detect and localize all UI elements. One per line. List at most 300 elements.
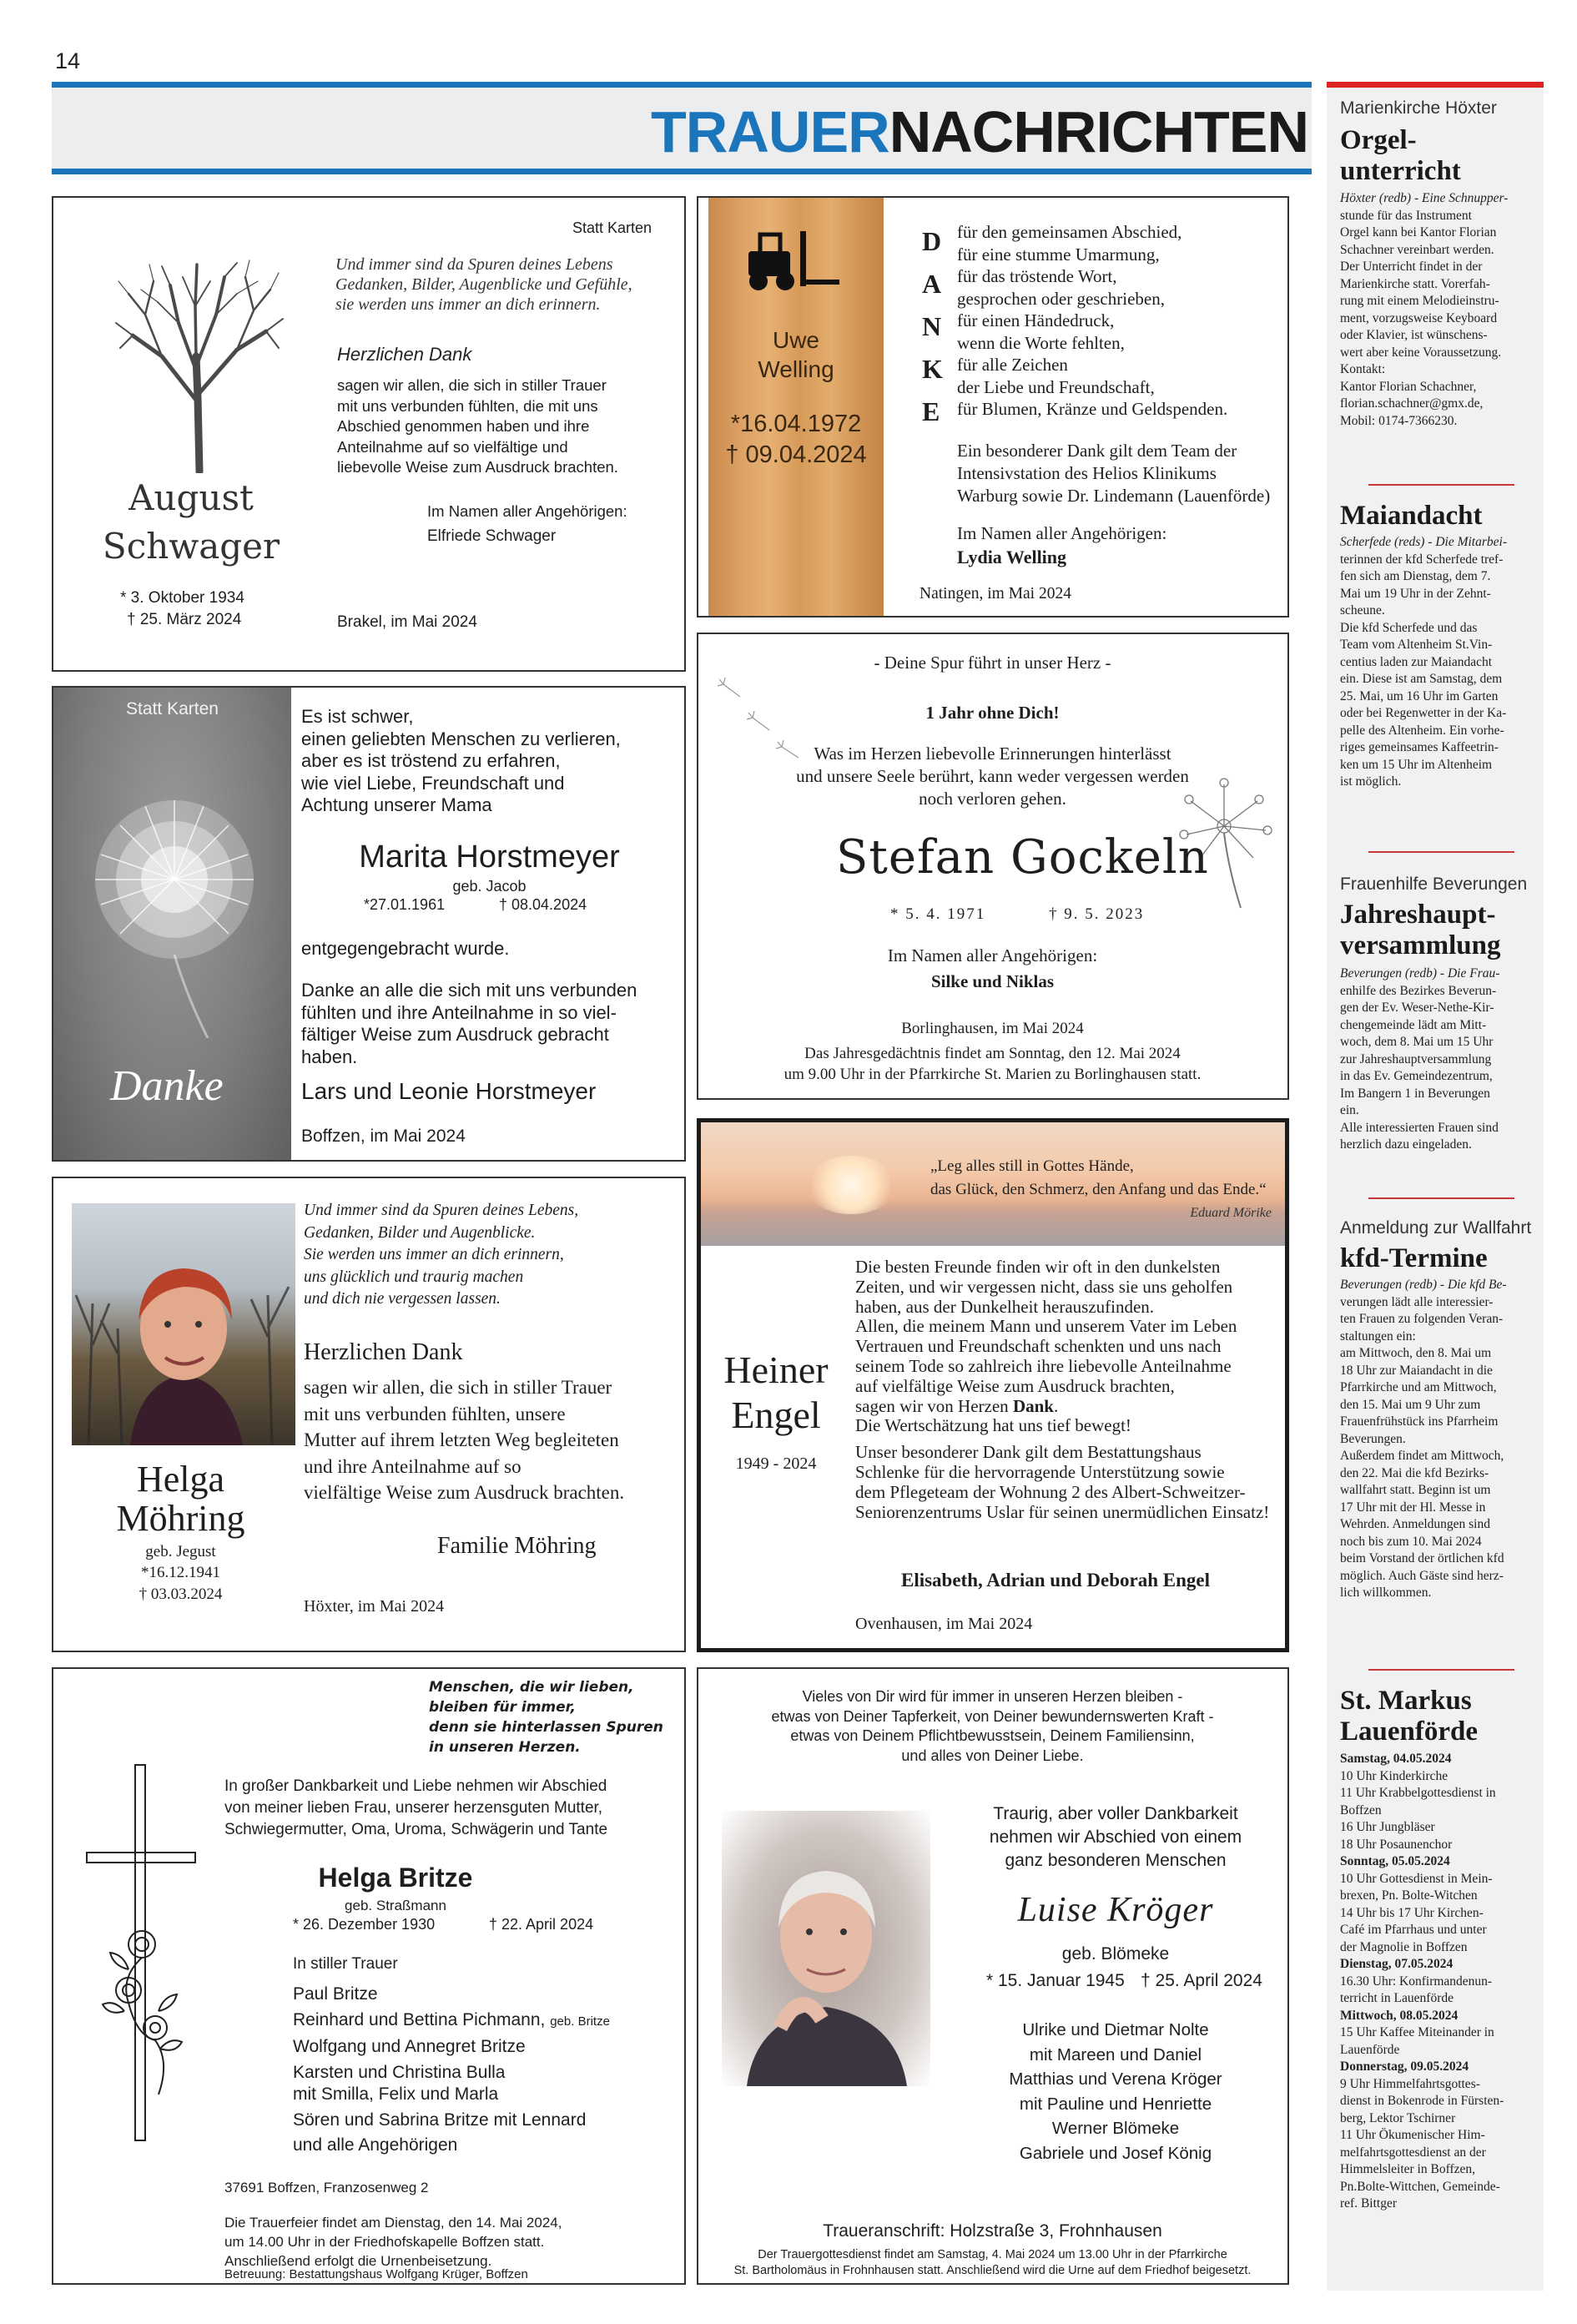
special-thanks-line: Intensivstation des Helios Klinikums xyxy=(957,463,1217,483)
body-line: Kontakt: xyxy=(1340,362,1386,376)
body-line: Der Unterricht findet in der xyxy=(1340,260,1483,274)
body-line: Marienkirche statt. Vorerfah- xyxy=(1340,276,1490,291)
body-line: wert aber keine Voraussetzung. xyxy=(1340,345,1502,360)
acrostic-letter: A xyxy=(922,269,942,299)
thanks-line: mit uns verbunden fühlten, unsere xyxy=(304,1403,566,1424)
kfd-title: kfd-Termine xyxy=(1340,1243,1488,1273)
body-line: ist möglich. xyxy=(1340,774,1402,789)
service-line: um 9.00 Uhr in der Pfarrkirche St. Marien zu Borlinghausen statt. xyxy=(783,1066,1202,1083)
thanks-heading: Herzlichen Dank xyxy=(337,344,472,365)
text-line: Allen, die meinem Mann und unserem Vater im Leben xyxy=(855,1316,1237,1337)
dank-pre: sagen wir von Herzen xyxy=(855,1395,1013,1416)
frauenhilfe-body xyxy=(1340,965,1540,1154)
verse-line: noch verloren gehen. xyxy=(919,789,1066,809)
kfd-kicker: Anmeldung zur Wallfahrt xyxy=(1340,1218,1532,1238)
mourners-heading: In stiller Trauer xyxy=(293,1955,398,1973)
place-date: Höxter, im Mai 2024 xyxy=(304,1597,445,1616)
body-line: Beverungen (redb) - Die kfd Be- xyxy=(1340,1278,1507,1292)
poem xyxy=(335,255,632,315)
poem xyxy=(429,1677,663,1757)
body-line: fen sich am Dienstag, dem 7. xyxy=(1340,569,1491,583)
portrait-photo xyxy=(72,1203,295,1445)
body-line: beim Vorstand der örtlichen kfd xyxy=(1340,1551,1504,1565)
poem-line: sie werden uns immer an dich erinnern. xyxy=(335,295,601,314)
intro-line: Traurig, aber voller Dankbarkeit xyxy=(993,1804,1238,1823)
family-list xyxy=(949,2018,1282,2165)
dandelion-illustration xyxy=(70,788,279,1038)
signer: Familie Möhring xyxy=(437,1533,597,1559)
acrostic-line: für das tröstende Wort, xyxy=(957,266,1117,286)
body-line: oder bei Regenwetter in der Ka- xyxy=(1340,706,1507,720)
verse-line: Vieles von Dir wird für immer in unseren Herzen bleiben - xyxy=(802,1688,1183,1705)
maiden-name: geb. Jegust xyxy=(145,1543,216,1560)
family-line: mit Mareen und Daniel xyxy=(1029,2044,1202,2064)
intro-line: Schwiegermutter, Oma, Uroma, Schwägerin und Tante xyxy=(224,1821,608,1838)
mourner: Sören und Sabrina Britze mit Lennard xyxy=(293,2110,587,2130)
text-line: Die Wertschätzung hat uns tief bewegt! xyxy=(855,1415,1131,1436)
family-line: Matthias und Verena Kröger xyxy=(1009,2069,1222,2089)
maiden-name: geb. Jacob xyxy=(452,878,527,895)
signer: Lydia Welling xyxy=(957,547,1067,567)
wood-first-name: Uwe xyxy=(772,327,819,353)
funeral-line: um 14.00 Uhr in der Friedhofskapelle Boffzen statt. xyxy=(224,2234,545,2250)
acrostic-line: für den gemeinsamen Abschied, xyxy=(957,222,1182,242)
place-date: Brakel, im Mai 2024 xyxy=(337,613,477,631)
orgel-title-1: Orgel- xyxy=(1340,125,1417,155)
body-line: Wehrden. Anmeldungen sind xyxy=(1340,1517,1490,1531)
birth-date: * 3. Oktober 1934 xyxy=(120,589,244,607)
deceased-name: Marita Horstmeyer xyxy=(359,839,620,875)
mourner xyxy=(293,2008,610,2035)
special-thanks xyxy=(957,440,1270,507)
on-behalf-label: Im Namen aller Angehörigen: xyxy=(957,523,1167,543)
maiden-name: geb. Blömeke xyxy=(1061,1944,1170,1964)
body-line: ein. xyxy=(1340,1103,1359,1117)
section-divider xyxy=(1368,851,1514,853)
mourner-name: Reinhard und Bettina Pichmann, xyxy=(293,2009,546,2029)
intro-line: In großer Dankbarkeit und Liebe nehmen wir Abschied xyxy=(224,1777,607,1795)
body-line: Pfarrkirche und am Mittwoch, xyxy=(1340,1380,1497,1394)
address: 37691 Boffzen, Franzosenweg 2 xyxy=(224,2180,429,2195)
life-years: 1949 - 2024 xyxy=(735,1454,817,1473)
deceased-last-name: Möhring xyxy=(116,1498,245,1539)
body-line: Kantor Florian Schachner, xyxy=(1340,379,1477,394)
body-line: in das Ev. Gemeindezentrum, xyxy=(1340,1069,1493,1083)
acrostic-line: für einen Händedruck, xyxy=(957,310,1115,330)
acrostic-line: gesprochen oder geschrieben, xyxy=(957,288,1165,309)
text-line: haben, aus der Dunkelheit herauszufinden. xyxy=(855,1296,1155,1317)
acrostic-letter: D xyxy=(922,226,942,256)
body-line: Beverungen (redb) - Die Frau- xyxy=(1340,966,1500,981)
service-line: Der Trauergottesdienst findet am Samstag, 4. Mai 2024 um 13.00 Uhr in der Pfarrkirche xyxy=(758,2248,1227,2261)
mourner: mit Smilla, Felix und Marla xyxy=(293,2085,499,2104)
on-behalf-label: Im Namen aller Angehörigen: xyxy=(887,945,1098,965)
obituary-uwe-welling xyxy=(697,196,1289,618)
body-line: Orgel kann bei Kantor Florian xyxy=(1340,225,1497,239)
poem-line: Und immer sind da Spuren deines Lebens xyxy=(335,255,613,274)
body-line: chengemeinde lädt am Mitt- xyxy=(1340,1017,1487,1032)
body-line: Frauenfrühstück ins Pfarrheim xyxy=(1340,1414,1499,1429)
memorial-service-info xyxy=(698,1043,1287,1085)
death-date: † 03.03.2024 xyxy=(139,1585,223,1603)
portrait-illustration xyxy=(722,1811,930,2086)
death-date: † 9. 5. 2023 xyxy=(1049,905,1145,923)
text-line: Zeiten, und wir vergessen nicht, dass sie uns geholfen xyxy=(855,1276,1233,1297)
mourning-address: Traueranschrift: Holzstraße 3, Frohnhausen xyxy=(823,2221,1162,2241)
intro-line: wie viel Liebe, Freundschaft und xyxy=(301,772,565,794)
schedule-entry: 16 Uhr Jungbläser xyxy=(1340,1820,1435,1834)
thanks-line: und ihre Anteilnahme auf so xyxy=(304,1455,521,1477)
schedule-entry: Boffzen xyxy=(1340,1802,1382,1817)
text-line: dem Pflegeteam der Wohnung 2 des Albert-Schweitzer- xyxy=(855,1481,1246,1502)
place-date: Borlinghausen, im Mai 2024 xyxy=(901,1020,1084,1037)
body-line: wallfahrt statt. Beginn ist um xyxy=(1340,1483,1491,1497)
signer: Silke und Niklas xyxy=(930,971,1055,991)
verse-line: und alles von Deiner Liebe. xyxy=(901,1747,1084,1764)
section-title-part-a: TRAUER xyxy=(651,99,889,164)
obituary-helga-moehring xyxy=(52,1177,686,1652)
family-line: Gabriele und Josef König xyxy=(1019,2143,1212,2163)
maiandacht-title: Maiandacht xyxy=(1340,501,1483,531)
deceased-first-name: August xyxy=(128,477,254,518)
intro-text xyxy=(301,706,621,817)
body-line: herzlich dazu eingeladen. xyxy=(1340,1137,1472,1152)
family-line: Werner Blömeke xyxy=(1051,2119,1180,2138)
body-line: riges gemeinsames Kaffeetrin- xyxy=(1340,740,1499,754)
text-line xyxy=(855,1397,1269,1417)
signer: Elisabeth, Adrian und Deborah Engel xyxy=(900,1570,1210,1591)
markus-title-1: St. Markus xyxy=(1340,1686,1472,1716)
schedule-date: Mittwoch, 08.05.2024 xyxy=(1340,2008,1459,2023)
thanks-line: haben. xyxy=(301,1046,358,1067)
markus-schedule xyxy=(1340,1751,1540,2213)
body-line: scheune. xyxy=(1340,603,1385,618)
obituary-helga-britze xyxy=(52,1667,686,2285)
service-info xyxy=(698,2247,1287,2279)
thanks-line: Danke an alle die sich mit uns verbunden xyxy=(301,980,637,1001)
kfd-body xyxy=(1340,1277,1540,1602)
orgel-body xyxy=(1340,190,1540,430)
body-line: 18 Uhr zur Maiandacht in die xyxy=(1340,1363,1493,1378)
poem-line: Und immer sind da Spuren deines Lebens, xyxy=(304,1202,579,1219)
schedule-entry: terricht in Lauenförde xyxy=(1340,1991,1454,2005)
birth-date: *27.01.1961 xyxy=(364,896,446,913)
text-line: Seniorenzentrums Uslar für seinen unermüdlichen Einsatz! xyxy=(855,1501,1270,1522)
place-date: Ovenhausen, im Mai 2024 xyxy=(855,1615,1033,1633)
text-line: auf vielfältige Weise zum Ausdruck brachten, xyxy=(855,1375,1175,1396)
dandelion-photo xyxy=(53,688,291,1162)
acrostic-line: für eine stumme Umarmung, xyxy=(957,244,1160,265)
quote-author: Eduard Mörike xyxy=(1190,1206,1272,1220)
danke-acrostic-letters xyxy=(922,220,943,433)
mourner: Karsten und Christina Bulla xyxy=(293,2062,506,2082)
mourner: Wolfgang und Annegret Britze xyxy=(293,2037,526,2056)
funeral-line: Die Trauerfeier findet am Dienstag, den 14. Mai 2024, xyxy=(224,2215,562,2231)
mourners-list xyxy=(293,1982,610,2159)
body-line: Außerdem findet am Mittwoch, xyxy=(1340,1449,1504,1463)
tree-illustration xyxy=(112,256,287,473)
thanks-line: Anteilnahme auf so vielfältige und xyxy=(337,437,568,456)
thanks-line: fühlten und ihre Anteilnahme in so viel- xyxy=(301,1001,617,1023)
thanks-heading: Herzlichen Dank xyxy=(304,1339,463,1365)
body-line: stunde für das Instrument xyxy=(1340,208,1472,223)
funeral-info xyxy=(224,2213,562,2271)
schedule-entry: Pn.Bolte-Wittchen, Gemeinde- xyxy=(1340,2179,1500,2194)
poem-line: Gedanken, Bilder und Augenblicke. xyxy=(304,1223,536,1242)
signer: Lars und Leonie Horstmeyer xyxy=(301,1078,597,1104)
intro-line: einen geliebten Menschen zu verlieren, xyxy=(301,728,621,749)
frauenhilfe-title-2: versammlung xyxy=(1340,930,1501,960)
section-title xyxy=(651,98,1308,165)
body-line: ten Frauen zu folgenden Veran- xyxy=(1340,1312,1504,1326)
body-line: möglich. Auch Gäste sind herz- xyxy=(1340,1568,1504,1583)
thanks-line: liebevolle Weise zum Ausdruck brachten. xyxy=(337,458,618,476)
body-line: Scherfede (reds) - Die Mitarbei- xyxy=(1340,535,1507,549)
poem-line: uns glücklich und traurig machen xyxy=(304,1268,524,1286)
intro-text xyxy=(224,1776,607,1841)
poem-line: denn sie hinterlassen Spuren xyxy=(429,1719,663,1736)
birth-date: * 15. Januar 1945 xyxy=(986,1971,1125,1990)
schedule-entry: berg, Lektor Tschirner xyxy=(1340,2110,1456,2125)
maiandacht-body xyxy=(1340,534,1540,791)
verse-line: und unsere Seele berührt, kann weder vergessen werden xyxy=(796,766,1189,786)
wood-death-date: † 09.04.2024 xyxy=(725,441,867,468)
thanks-line: Mutter auf ihrem letzten Weg begleiteten xyxy=(304,1429,619,1450)
body-line: 25. Mai, um 16 Uhr im Garten xyxy=(1340,688,1499,703)
poem-line: und dich nie vergessen lassen. xyxy=(304,1290,501,1308)
death-date: † 08.04.2024 xyxy=(499,896,587,913)
schedule-entry: 16.30 Uhr: Konfirmandenun- xyxy=(1340,1974,1493,1989)
main-text xyxy=(855,1258,1269,1522)
verse xyxy=(698,1687,1287,1766)
body-line: pelle des Altenheim. Ein vorhe- xyxy=(1340,723,1504,738)
wood-birth-date: *16.04.1972 xyxy=(730,411,862,437)
mourner-nee: geb. Britze xyxy=(550,2014,610,2029)
schedule-entry: 14 Uhr bis 17 Uhr Kirchen- xyxy=(1340,1905,1484,1920)
acrostic-line: der Liebe und Freundschaft, xyxy=(957,376,1155,397)
schedule-entry: Himmelsleiter in Boffzen, xyxy=(1340,2162,1475,2176)
funeral-line: Anschließend erfolgt die Urnenbeisetzung. xyxy=(224,2253,492,2269)
thanks-line: vielfältige Weise zum Ausdruck brachten. xyxy=(304,1482,625,1503)
obituary-heiner-engel xyxy=(697,1118,1289,1652)
text-line: Die besten Freunde finden wir oft in den dunkelsten xyxy=(855,1257,1221,1277)
header-top-rule xyxy=(52,82,1312,88)
body-line: gen der Ev. Weser-Nethe-Kir- xyxy=(1340,1001,1494,1015)
body-line: enhilfe des Bezirkes Beverun- xyxy=(1340,983,1497,998)
schedule-entry: melfahrtsgottesdienst an der xyxy=(1340,2145,1486,2160)
body-line: Team vom Altenheim St.Vin- xyxy=(1340,638,1493,652)
obituary-august-schwager xyxy=(52,196,686,672)
deceased-first-name: Heiner xyxy=(723,1349,829,1391)
portrait-photo xyxy=(722,1811,930,2086)
maiden-name: geb. Straßmann xyxy=(345,1898,446,1913)
deceased-last-name: Schwager xyxy=(102,526,280,567)
body-line: rung mit einem Melodieinstru- xyxy=(1340,294,1499,308)
deceased-name: Helga Britze xyxy=(318,1863,473,1893)
markus-title-2: Lauenförde xyxy=(1340,1717,1478,1747)
schedule-entry: dienst in Bokenrode in Fürsten- xyxy=(1340,2094,1504,2108)
portrait-illustration xyxy=(72,1203,295,1445)
body-line: Höxter (redb) - Eine Schnupper- xyxy=(1340,191,1509,205)
body-line: Die kfd Scherfede und das xyxy=(1340,620,1478,635)
schedule-date: Donnerstag, 09.05.2024 xyxy=(1340,2059,1469,2074)
poem-line: Gedanken, Bilder, Augenblicke und Gefühle, xyxy=(335,275,632,294)
signature-name: Luise Kröger xyxy=(1017,1891,1214,1929)
body-line: woch, dem 8. Mai um 15 Uhr xyxy=(1340,1035,1494,1049)
body-line: florian.schachner@gmx.de, xyxy=(1340,396,1484,411)
on-behalf-label: Im Namen aller Angehörigen: xyxy=(427,502,627,520)
birth-date: * 26. Dezember 1930 xyxy=(293,1916,436,1933)
obituary-luise-kroeger xyxy=(697,1667,1289,2285)
body-line: Im Bangern 1 in Beverungen xyxy=(1340,1086,1490,1101)
thanks-line: fältiger Weise zum Ausdruck gebracht xyxy=(301,1024,609,1045)
acrostic-line: für Blumen, Kränze und Geldspenden. xyxy=(957,399,1228,419)
thanks-text xyxy=(304,1374,624,1506)
page-number: 14 xyxy=(55,48,81,73)
intro-line: von meiner lieben Frau, unserer herzensguten Mutter, xyxy=(224,1799,603,1817)
statt-karten-label: Statt Karten xyxy=(126,699,219,718)
schedule-entry: Lauenförde xyxy=(1340,2042,1400,2057)
special-thanks-line: Ein besonderer Dank gilt dem Team der xyxy=(957,441,1237,461)
acrostic-lines xyxy=(957,221,1227,421)
body-line: centius laden zur Maiandacht xyxy=(1340,654,1493,669)
intro-line: Achtung unserer Mama xyxy=(301,794,492,815)
body-line: Schachner vereinbart werden. xyxy=(1340,242,1494,257)
body-line: Alle interessierten Frauen sind xyxy=(1340,1120,1499,1135)
deceased-first-name: Helga xyxy=(136,1459,225,1500)
body-line: ken um 15 Uhr im Altenheim xyxy=(1340,757,1493,772)
section-divider xyxy=(1368,484,1514,486)
body-line: am Mittwoch, den 8. Mai um xyxy=(1340,1346,1492,1360)
acrostic-line: für alle Zeichen xyxy=(957,355,1068,375)
body-line: noch bis zum 10. Mai 2024 xyxy=(1340,1534,1482,1549)
thanks-line: Abschied genommen haben und ihre xyxy=(337,417,590,435)
anniversary-line: 1 Jahr ohne Dich! xyxy=(925,703,1060,723)
body-line: 17 Uhr mit der Hl. Messe in xyxy=(1340,1500,1486,1515)
verse-line: Was im Herzen liebevolle Erinnerungen hinterlässt xyxy=(814,744,1171,764)
body-line: Beverungen. xyxy=(1340,1431,1406,1446)
intro-text xyxy=(949,1802,1282,1873)
poem-line: in unseren Herzen. xyxy=(429,1739,581,1756)
section-divider xyxy=(1368,1669,1514,1671)
schedule-entry: 15 Uhr Kaffee Miteinander in xyxy=(1340,2025,1494,2039)
schedule-entry: der Magnolie in Boffzen xyxy=(1340,1939,1468,1954)
body-line: verungen lädt alle interessier- xyxy=(1340,1294,1494,1309)
wood-plank-image xyxy=(708,198,884,618)
sun-glow xyxy=(805,1156,897,1214)
statt-karten-label: Statt Karten xyxy=(572,219,652,236)
frauenhilfe-title-1: Jahreshaupt- xyxy=(1340,900,1496,930)
acrostic-letter: N xyxy=(922,311,942,341)
cross-with-roses-illustration xyxy=(78,1761,204,2145)
body-line: zur Jahreshauptversammlung xyxy=(1340,1051,1492,1066)
verse-line: etwas von Deinem Pflichtbewusstsein, Deinem Familiensinn, xyxy=(790,1727,1195,1744)
danke-script: Danke xyxy=(110,1062,224,1110)
death-date: † 22. April 2024 xyxy=(489,1916,594,1933)
thanks-line: sagen wir allen, die sich in stiller Trauer xyxy=(337,376,607,394)
orgel-kicker: Marienkirche Höxter xyxy=(1340,98,1497,118)
orgel-title-2: unterricht xyxy=(1340,156,1461,186)
thanks-line: mit uns verbunden fühlten, die mit uns xyxy=(337,396,598,415)
deceased-name: Stefan Gockeln xyxy=(836,830,1209,885)
body-line: Mobil: 0174-7366230. xyxy=(1340,413,1458,428)
text-line: Vertrauen und Freundschaft schenkten und uns nach xyxy=(855,1336,1222,1357)
poem-line: bleiben für immer, xyxy=(429,1699,577,1716)
verse xyxy=(698,743,1287,810)
body-line: den 22. Mai die kfd Bezirks- xyxy=(1340,1465,1489,1480)
quote-line-1: „Leg alles still in Gottes Hände, xyxy=(930,1157,1134,1175)
text-line: seinem Tode so zahlreich ihre liebevolle Anteilnahme xyxy=(855,1355,1232,1376)
place-date: Natingen, im Mai 2024 xyxy=(919,585,1071,602)
schedule-date: Samstag, 04.05.2024 xyxy=(1340,1752,1452,1766)
body-line: ein. Diese ist am Samstag, dem xyxy=(1340,672,1503,686)
body-line: staltungen ein: xyxy=(1340,1328,1416,1343)
service-line: Das Jahresgedächtnis findet am Sonntag, den 12. Mai 2024 xyxy=(804,1045,1181,1062)
special-thanks-line: Warburg sowie Dr. Lindemann (Lauenförde) xyxy=(957,486,1271,506)
motto: - Deine Spur führt in unser Herz - xyxy=(874,653,1111,673)
deceased-last-name: Engel xyxy=(731,1394,821,1436)
schedule-entry: Café im Pfarrhaus und unter xyxy=(1340,1923,1487,1937)
thanks-line: sagen wir allen, die sich in stiller Trauer xyxy=(304,1377,612,1398)
intro-line: aber es ist tröstend zu erfahren, xyxy=(301,750,561,771)
poem-line: Sie werden uns immer an dich erinnern, xyxy=(304,1246,564,1263)
text-line: Unser besonderer Dank gilt dem Bestattungshaus xyxy=(855,1442,1202,1463)
obituary-stefan-gockeln xyxy=(697,633,1289,1100)
forklift-icon xyxy=(740,229,849,296)
family-line: Ulrike und Dietmar Nolte xyxy=(1022,2020,1209,2039)
header-bottom-rule xyxy=(52,169,1312,174)
schedule-entry: 11 Uhr Krabbelgottesdienst in xyxy=(1340,1786,1496,1800)
body-line: oder Klavier, ist wünschens- xyxy=(1340,328,1488,342)
birth-date: *16.12.1941 xyxy=(141,1564,220,1581)
verse-line: etwas von Deiner Tapferkeit, von Deiner bewundernswerten Kraft - xyxy=(771,1707,1214,1725)
schedule-entry: 10 Uhr Gottesdienst in Mein- xyxy=(1340,1871,1493,1886)
schedule-entry: 10 Uhr Kinderkirche xyxy=(1340,1768,1449,1783)
body-line: terinnen der kfd Scherfede tref- xyxy=(1340,552,1504,567)
intro-line: nehmen wir Abschied von einem xyxy=(989,1827,1242,1847)
thanks-text xyxy=(301,980,637,1068)
schedule-entry: 9 Uhr Himmelfahrtsgottes- xyxy=(1340,2076,1480,2091)
intro-line: Es ist schwer, xyxy=(301,706,414,727)
poem-line: Menschen, die wir lieben, xyxy=(429,1679,634,1696)
wood-last-name: Welling xyxy=(758,356,834,382)
brought-text: entgegengebracht wurde. xyxy=(301,938,510,959)
body-line: lich willkommen. xyxy=(1340,1585,1432,1600)
death-date: † 25. März 2024 xyxy=(127,611,242,628)
body-line: ment, vorzugsweise Keyboard xyxy=(1340,310,1498,325)
death-date: † 25. April 2024 xyxy=(1141,1971,1262,1990)
acrostic-letter: E xyxy=(922,396,940,426)
signer: Elfriede Schwager xyxy=(427,527,557,545)
intro-line: ganz besonderen Menschen xyxy=(1005,1851,1227,1870)
dank-post: . xyxy=(1053,1395,1059,1416)
schedule-date: Sonntag, 05.05.2024 xyxy=(1340,1854,1450,1868)
poem xyxy=(304,1200,578,1311)
schedule-entry: 11 Uhr Ökumenischer Him- xyxy=(1340,2128,1485,2142)
schedule-entry: 18 Uhr Posaunenchor xyxy=(1340,1837,1453,1852)
obituary-marita-horstmeyer xyxy=(52,686,686,1162)
sunset-photo xyxy=(701,1122,1285,1246)
family-line: mit Pauline und Henriette xyxy=(1019,2094,1212,2114)
section-title-part-b: NACHRICHTEN xyxy=(889,99,1308,164)
acrostic-line: wenn die Worte fehlten, xyxy=(957,332,1125,353)
dank-word: Dank xyxy=(1012,1395,1054,1416)
birth-date: * 5. 4. 1971 xyxy=(890,905,986,923)
undertaker: Betreuung: Bestattungshaus Wolfgang Krüger, Boffzen xyxy=(224,2267,528,2281)
acrostic-letter: K xyxy=(922,354,943,384)
frauenhilfe-kicker: Frauenhilfe Beverungen xyxy=(1340,875,1528,894)
place-date: Boffzen, im Mai 2024 xyxy=(301,1127,466,1146)
